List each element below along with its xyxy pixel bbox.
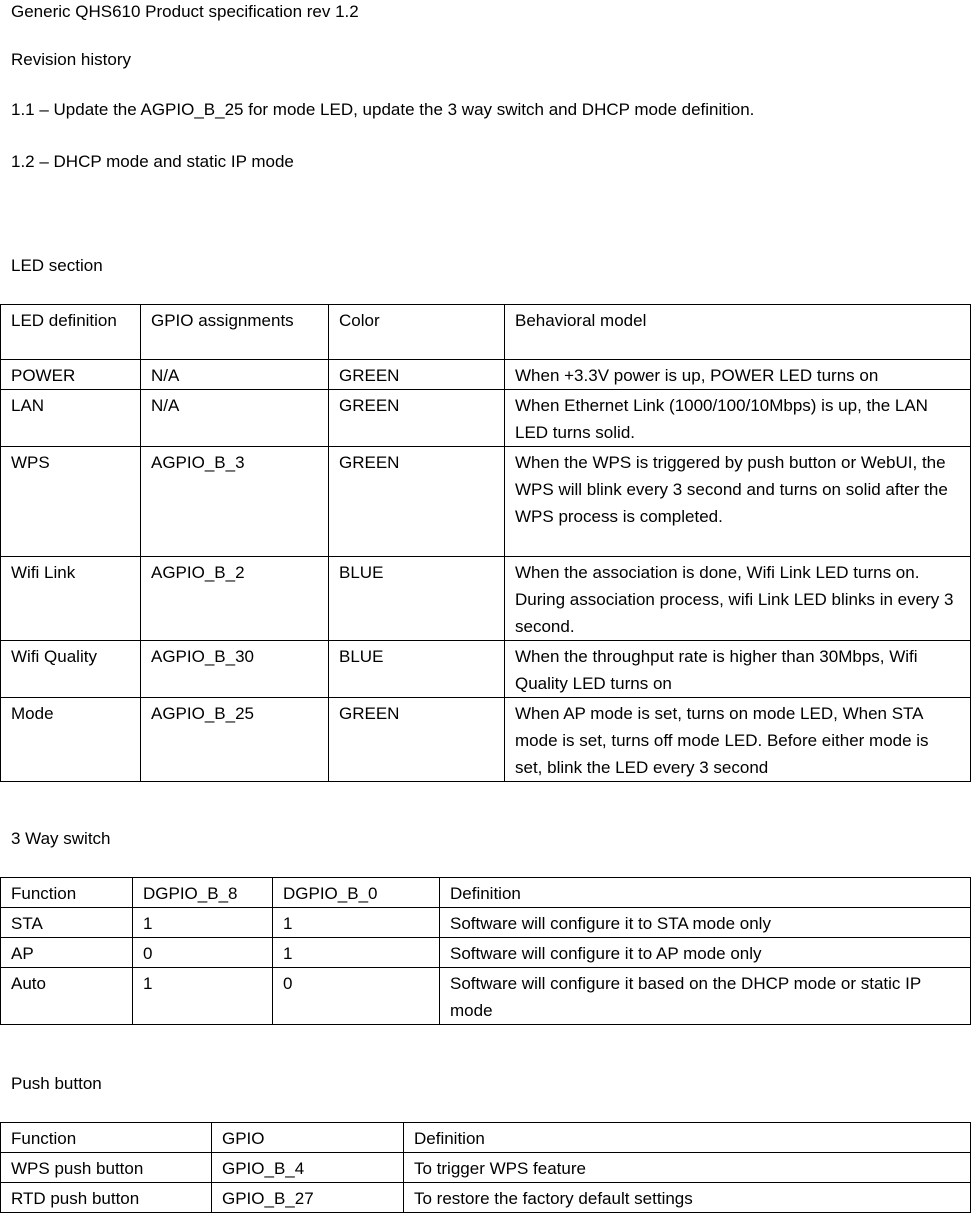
table-header-cell: DGPIO_B_8	[133, 878, 273, 908]
table-header-cell: Definition	[440, 878, 971, 908]
table-cell: AGPIO_B_3	[141, 447, 329, 557]
table-row	[1, 1153, 971, 1183]
table-cell: N/A	[141, 360, 329, 390]
table-cell: LAN	[1, 390, 141, 447]
revision-1-1: 1.1 – Update the AGPIO_B_25 for mode LED, update the 3 way switch and DHCP mode definition.	[11, 100, 755, 119]
table-cell: When the association is done, Wifi Link LED turns on. During association process, wifi Link LED blinks in every 3 second.	[505, 557, 971, 641]
table-header-cell: GPIO	[212, 1123, 404, 1153]
table-header-cell: DGPIO_B_0	[273, 878, 440, 908]
table-cell: Wifi Quality	[1, 641, 141, 698]
table-cell: 0	[133, 938, 273, 968]
table-row	[1, 1183, 971, 1213]
revision-history-heading: Revision history	[11, 50, 131, 69]
document-title: Generic QHS610 Product specification rev 1.2	[11, 2, 359, 21]
table-row	[1, 557, 971, 641]
table-row	[1, 641, 971, 698]
push-section-heading: Push button	[11, 1074, 102, 1093]
table-row	[1, 968, 971, 1025]
table-row	[1, 360, 971, 390]
table-header-cell: Definition	[404, 1123, 971, 1153]
table-row	[1, 908, 971, 938]
table-header-cell: GPIO assignments	[141, 305, 329, 360]
revision-1-2: 1.2 – DHCP mode and static IP mode	[11, 152, 294, 171]
table-cell: AGPIO_B_30	[141, 641, 329, 698]
table-cell: WPS	[1, 447, 141, 557]
table-cell: 0	[273, 968, 440, 1025]
table-cell: 1	[133, 908, 273, 938]
table-cell: GPIO_B_27	[212, 1183, 404, 1213]
table-cell: When the throughput rate is higher than 30Mbps, Wifi Quality LED turns on	[505, 641, 971, 698]
table-cell: GREEN	[329, 360, 505, 390]
table-cell: Software will configure it based on the DHCP mode or static IP mode	[440, 968, 971, 1025]
table-cell: N/A	[141, 390, 329, 447]
table-header-row	[1, 305, 971, 360]
table-cell: GREEN	[329, 698, 505, 782]
table-row	[1, 390, 971, 447]
table-cell: GPIO_B_4	[212, 1153, 404, 1183]
table-cell: Mode	[1, 698, 141, 782]
table-cell: When +3.3V power is up, POWER LED turns on	[505, 360, 971, 390]
table-cell: When AP mode is set, turns on mode LED, When STA mode is set, turns off mode LED. Before either mode is set, blink the LED every 3 second	[505, 698, 971, 782]
table-row	[1, 938, 971, 968]
table-header-cell: Color	[329, 305, 505, 360]
table-cell: To restore the factory default settings	[404, 1183, 971, 1213]
table-cell: 1	[273, 938, 440, 968]
table-cell: 1	[133, 968, 273, 1025]
table-cell: WPS push button	[1, 1153, 212, 1183]
table-header-cell: Function	[1, 878, 133, 908]
table-cell: BLUE	[329, 557, 505, 641]
table-cell: POWER	[1, 360, 141, 390]
switch-section-heading: 3 Way switch	[11, 829, 111, 848]
table-header-cell: Function	[1, 1123, 212, 1153]
table-cell: Software will configure it to AP mode only	[440, 938, 971, 968]
switch-table	[0, 877, 971, 1025]
led-table	[0, 304, 971, 782]
table-cell: Software will configure it to STA mode only	[440, 908, 971, 938]
table-cell: Auto	[1, 968, 133, 1025]
table-cell: When the WPS is triggered by push button or WebUI, the WPS will blink every 3 second and turns on solid after the WPS process is completed.	[505, 447, 971, 557]
table-cell: GREEN	[329, 390, 505, 447]
table-cell: AGPIO_B_25	[141, 698, 329, 782]
table-cell: Wifi Link	[1, 557, 141, 641]
led-section-heading: LED section	[11, 256, 103, 275]
table-cell: BLUE	[329, 641, 505, 698]
table-header-row	[1, 1123, 971, 1153]
table-header-cell: LED definition	[1, 305, 141, 360]
table-cell: RTD push button	[1, 1183, 212, 1213]
table-cell: STA	[1, 908, 133, 938]
table-cell: AGPIO_B_2	[141, 557, 329, 641]
table-header-row	[1, 878, 971, 908]
push-button-table	[0, 1122, 971, 1213]
table-cell: To trigger WPS feature	[404, 1153, 971, 1183]
table-cell: GREEN	[329, 447, 505, 557]
table-cell: 1	[273, 908, 440, 938]
table-cell: When Ethernet Link (1000/100/10Mbps) is up, the LAN LED turns solid.	[505, 390, 971, 447]
table-header-cell: Behavioral model	[505, 305, 971, 360]
table-row	[1, 447, 971, 557]
table-row	[1, 698, 971, 782]
table-cell: AP	[1, 938, 133, 968]
